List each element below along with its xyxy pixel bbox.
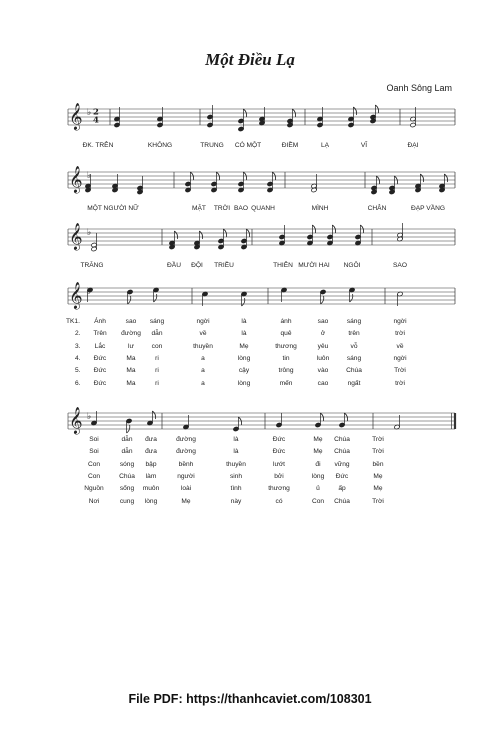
verse-word: thương — [275, 342, 297, 350]
verse-word: Mẹ — [313, 448, 323, 456]
refrain-word: CÓ MỘT — [234, 142, 262, 149]
verse-word: trông — [278, 367, 294, 375]
refrain-word: ĐIỀM — [281, 142, 299, 149]
verse-word: làm — [145, 472, 157, 480]
refrain-word: QUANH — [251, 205, 275, 212]
refrain-word: KHÔNG — [147, 142, 173, 149]
verse-word: bởi — [274, 472, 284, 480]
verse-word: Đức — [93, 367, 107, 375]
verse-word: lòng — [237, 354, 251, 362]
verse-number: 6. — [75, 379, 81, 387]
refrain-word: ĐẦU — [167, 262, 181, 269]
verse-word: đường — [176, 436, 196, 443]
verse-word: Đức — [335, 472, 349, 480]
verse-word: vỗ — [350, 342, 358, 350]
verse-word: là — [233, 448, 239, 456]
verse-word: Con — [311, 497, 325, 505]
refrain-word: MÌNH — [311, 205, 329, 212]
verse-word: vào — [317, 367, 329, 375]
verse-word: có — [275, 497, 283, 505]
verse-number: 2. — [75, 330, 81, 338]
verse-word: sáng — [346, 318, 362, 325]
refrain-word: TRUNG — [200, 142, 224, 149]
key-flat: ♭ — [87, 228, 92, 238]
verse-number: 5. — [75, 367, 81, 375]
verse-word: yêu — [317, 342, 329, 350]
verse-word: ngời — [196, 318, 210, 325]
time-signature-top: 2 — [93, 107, 99, 118]
note-flag — [152, 411, 155, 419]
verse-word: Nơi — [88, 497, 100, 505]
verse-word: Trên — [93, 330, 107, 338]
verse-word: thuyền — [226, 460, 246, 468]
verse-word: sóng — [119, 460, 135, 468]
verse-word: a — [201, 354, 205, 362]
verse-word: ủ — [316, 485, 320, 493]
verse-word: Ma — [126, 354, 136, 362]
note-flag — [420, 174, 423, 182]
key-flat: ♭ — [87, 171, 92, 181]
verse-word: Soi — [89, 448, 99, 456]
note-flag — [199, 231, 202, 239]
refrain-word: NGÔI — [343, 262, 361, 269]
verse-word: dẫn — [121, 448, 133, 456]
song-title: Một Điều Lạ — [205, 50, 295, 69]
verse-word: dẫn — [121, 436, 133, 443]
verse-word: bập — [145, 460, 157, 468]
verse-word: ri — [155, 379, 159, 387]
verse-number: 4. — [75, 354, 81, 362]
verse-word: a — [201, 379, 205, 387]
verse-word: Đức — [272, 448, 286, 456]
verse-word: đường — [176, 448, 196, 456]
verse-word: ở — [320, 330, 326, 338]
verse-word: ri — [155, 367, 159, 375]
verse-word: Đức — [272, 436, 286, 443]
verse-word: Chúa — [334, 436, 350, 443]
verse-word: bền — [372, 460, 384, 468]
verse-word: sống — [119, 485, 135, 493]
verse-word: Trời — [394, 367, 406, 375]
verse-word: Ánh — [94, 318, 106, 325]
note-flag — [174, 231, 177, 239]
verse-word: Đức — [93, 354, 107, 362]
verse-word: là — [241, 330, 247, 338]
verse-word: sáng — [346, 354, 362, 362]
refrain-word: BAO — [234, 205, 248, 212]
verse-word: tình — [230, 485, 242, 493]
verse-word: đường — [121, 330, 141, 338]
verse-number: TK1. — [66, 318, 80, 325]
verse-word: Lắc — [94, 342, 106, 350]
verse-word: thuyền — [193, 342, 213, 350]
verse-word: ri — [155, 354, 159, 362]
verse-word: sáng — [149, 318, 165, 325]
verse-word: muôn — [142, 485, 160, 493]
verse-word: trời — [395, 379, 405, 387]
verse-word: a — [201, 367, 205, 375]
verse-word: mến — [279, 379, 293, 387]
note-flag — [444, 174, 447, 182]
note-flag — [350, 294, 353, 302]
verse-word: sao — [317, 318, 329, 325]
verse-word: cao — [317, 379, 329, 387]
verse-word: Mẹ — [373, 485, 383, 493]
verse-word: Mẹ — [181, 497, 191, 505]
verse-word: cung — [119, 497, 135, 505]
pdf-link-footer[interactable]: File PDF: https://thanhcaviet.com/108301 — [128, 692, 372, 706]
verse-word: lòng — [311, 472, 325, 480]
verse-word: Mẹ — [313, 436, 323, 443]
verse-word: Trời — [372, 497, 384, 505]
verse-word: cậy — [238, 367, 250, 375]
verse-word: ngất — [347, 379, 361, 387]
time-signature-bottom: 4 — [93, 115, 99, 126]
refrain-word: SAO — [393, 262, 407, 269]
verse-word: lòng — [144, 497, 158, 505]
note-flag — [353, 107, 356, 115]
verse-word: về — [396, 342, 404, 350]
verse-word: Trời — [372, 448, 384, 456]
verse-word: ngời — [393, 354, 407, 362]
verse-word: Mẹ — [373, 472, 383, 480]
verse-word: bềnh — [178, 460, 194, 468]
refrain-word: ĐK. TRÊN — [82, 142, 114, 149]
verse-word: đưa — [145, 448, 157, 456]
refrain-word: CHÂN — [367, 205, 387, 212]
composer-name: Oanh Sông Lam — [386, 83, 452, 93]
verse-word: này — [230, 497, 242, 505]
note-flag — [154, 294, 157, 302]
verse-word: Chúa — [346, 367, 362, 375]
key-flat: ♭ — [87, 412, 92, 422]
note-flag — [242, 298, 245, 306]
treble-clef: 𝄞 — [69, 283, 83, 309]
verse-word: sinh — [229, 472, 243, 480]
verse-word: dẫn — [151, 330, 163, 338]
verse-word: Chúa — [119, 472, 135, 480]
verse-word: về — [199, 330, 207, 338]
verse-word: luôn — [316, 354, 330, 362]
verse-word: Ma — [126, 379, 136, 387]
verse-word: Trời — [372, 436, 384, 443]
refrain-word: MƯỜI HAI — [298, 262, 330, 269]
verse-word: đưa — [145, 436, 157, 443]
verse-word: người — [177, 472, 195, 480]
verse-word: Ma — [126, 367, 136, 375]
verse-word: đi — [315, 460, 321, 468]
verse-word: trời — [395, 330, 405, 338]
verse-word: ấp — [338, 485, 346, 493]
verse-word: lướt — [272, 460, 286, 468]
verse-word: ngời — [393, 318, 407, 325]
refrain-word: TRIỀU — [214, 262, 234, 269]
verse-number: 3. — [75, 342, 81, 350]
verse-word: là — [233, 436, 239, 443]
verse-word: Chúa — [334, 497, 350, 505]
refrain-word: MẶT — [192, 205, 206, 212]
verse-word: lòng — [237, 379, 251, 387]
verse-word: ánh — [280, 318, 292, 325]
verse-word: là — [241, 318, 247, 325]
refrain-word: TRĂNG — [80, 262, 104, 269]
verse-word: Con — [87, 460, 101, 468]
verse-word: tin — [282, 354, 290, 362]
verse-word: lư — [128, 342, 134, 350]
verse-word: thương — [268, 485, 290, 493]
verse-word: Chúa — [334, 448, 350, 456]
verse-word: Mẹ — [239, 342, 249, 350]
verse-word: sao — [125, 318, 137, 325]
refrain-word: ĐỘI — [191, 262, 203, 269]
refrain-word: ĐẠI — [407, 142, 419, 149]
refrain-word: MỘT NGƯỜI NỮ — [87, 205, 139, 212]
key-flat: ♭ — [87, 108, 92, 118]
verse-word: Nguồn — [84, 485, 104, 493]
verse-word: trên — [348, 330, 360, 338]
verse-word: Con — [87, 472, 101, 480]
refrain-word: VĨ — [360, 142, 368, 149]
treble-clef: 𝄞 — [69, 104, 83, 130]
refrain-word: LẠ — [320, 142, 330, 149]
refrain-word: ĐẠP VẦNG — [411, 205, 445, 212]
verse-word: vững — [334, 460, 350, 468]
refrain-word: THIÊN — [273, 262, 293, 269]
refrain-word: TRỜI — [213, 205, 231, 212]
treble-clef: 𝄞 — [69, 224, 83, 250]
treble-clef: 𝄞 — [69, 167, 83, 193]
verse-word: con — [151, 342, 163, 350]
verse-word: Đức — [93, 379, 107, 387]
verse-word: Soi — [89, 436, 99, 443]
verse-word: loài — [180, 485, 192, 493]
verse-word: quê — [280, 330, 292, 338]
treble-clef: 𝄞 — [69, 408, 83, 434]
